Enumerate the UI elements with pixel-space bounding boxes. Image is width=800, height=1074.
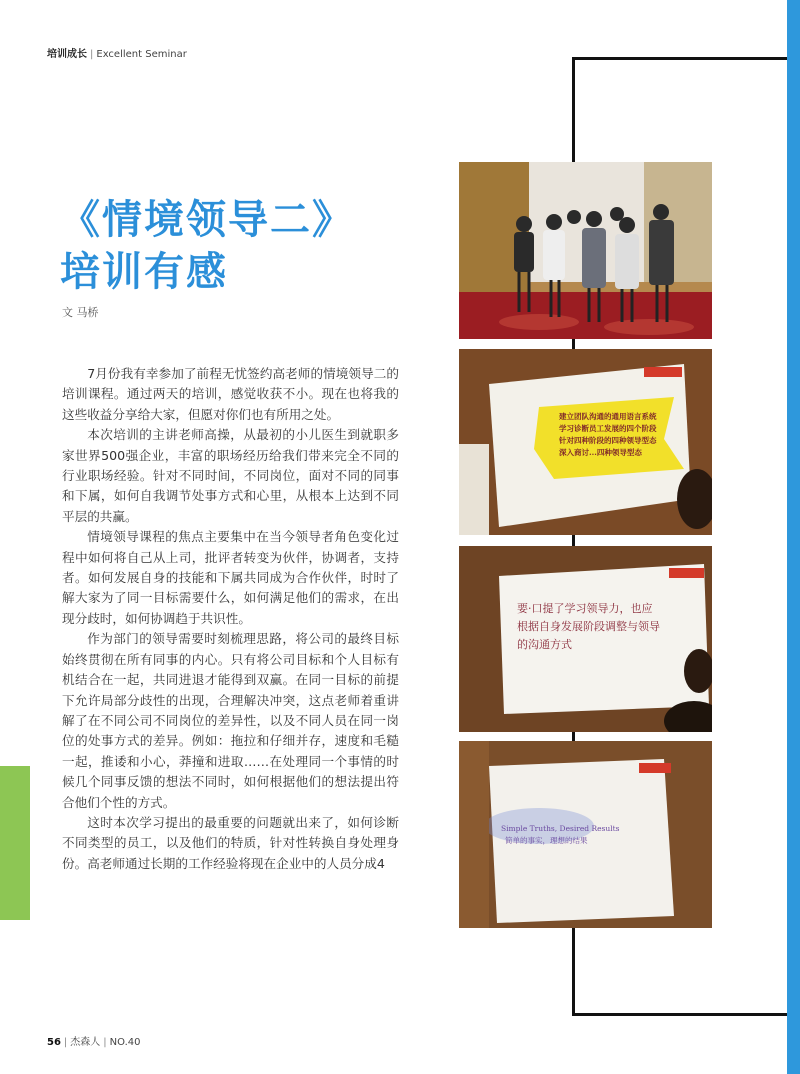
- header-divider: |: [90, 49, 94, 60]
- side-blue-bar: [787, 0, 800, 1074]
- group-photo: [459, 162, 712, 339]
- slide3-line: 简单的事实，理想的结果: [505, 836, 588, 845]
- slide1-line: 针对四种阶段的四种领导型态: [559, 436, 657, 445]
- slide1-line: 深入商讨...四种领导型态: [559, 448, 642, 457]
- section-subtitle: Excellent Seminar: [96, 49, 187, 60]
- page-header: [47, 45, 187, 60]
- title-line-1: 《情境领导二》: [60, 197, 354, 243]
- slide2-line: 要·口提了学习领导力，也应: [517, 602, 653, 615]
- slide-photo-3: [459, 741, 712, 928]
- section-label: 培训成长: [47, 49, 87, 60]
- footer-divider: |: [103, 1037, 107, 1048]
- title-line-2: 培训有感: [60, 249, 228, 295]
- article-body: [62, 364, 399, 874]
- paragraph: 7月份我有幸参加了前程无忧签约高老师的情境领导二的培训课程。通过两天的培训，感觉收获不小。现在也将我的这些收益分享给大家，但愿对你们也有所用之处。: [62, 366, 399, 422]
- magazine-name: 杰森人: [70, 1037, 101, 1048]
- paragraph: 情境领导课程的焦点主要集中在当今领导者角色变化过程中如何将自己从上司，批评者转变为伙伴，协调者，支持者。如何发展自身的技能和下属共同成为合作伙伴，时时了解大家为了同一目标需要什么，如何满足他们的需求，在出现分歧时，如何协调趋于共识性。: [62, 529, 399, 626]
- slide1-line: 学习诊断员工发展的四个阶段: [559, 424, 657, 433]
- side-green-bar: [0, 766, 30, 920]
- article-title: [60, 194, 354, 298]
- slide3-line: Simple Truths, Desired Results: [501, 824, 620, 833]
- page-footer: [47, 1033, 141, 1048]
- slide2-line: 的沟通方式: [517, 638, 572, 651]
- author-line: 文 马桥: [62, 306, 99, 319]
- photo-frame-top: [572, 57, 787, 60]
- slide-photo-1: [459, 349, 712, 535]
- paragraph: 作为部门的领导需要时刻梳理思路，将公司的最终目标始终贯彻在所有同事的内心。只有将公司目标和个人目标有机结合在一起，共同进退才能得到双赢。在同一目标的前提下允许局部分歧性的出现，合理解决冲突，这点老师着重讲解了在不同公司不同岗位的差异性，以及不同人员在同一岗位的处事方式的差异。例如：拖拉和仔细并存，速度和毛糙一起，推诿和小心，莽撞和进取……在处理同一个事情的时候几个同事反馈的想法不同时，如何根据他们的想法提出符合他们个性的方式。: [62, 631, 399, 810]
- paragraph: 本次培训的主讲老师高操，从最初的小儿医生到就职多家世界500强企业，丰富的职场经历给我们带来完全不同的行业职场经验。针对不同时间，不同岗位，面对不同的同事和下属，如何自我调节处事方式和心里，从根本上达到不同平层的共赢。: [62, 427, 399, 524]
- slide1-line: 建立团队沟通的通用语言系统: [559, 412, 657, 421]
- page-number: 56: [47, 1037, 61, 1048]
- issue-number: NO.40: [109, 1037, 141, 1048]
- photo-frame-bottom: [572, 1013, 787, 1016]
- slide2-line: 根据自身发展阶段调整与领导: [517, 620, 660, 633]
- paragraph: 这时本次学习提出的最重要的问题就出来了，如何诊断不同类型的员工，以及他们的特质，针对性转换自身处理身份。高老师通过长期的工作经验将现在企业中的人员分成4: [62, 814, 399, 871]
- slide-photo-2: [459, 546, 712, 732]
- footer-divider: |: [63, 1037, 68, 1048]
